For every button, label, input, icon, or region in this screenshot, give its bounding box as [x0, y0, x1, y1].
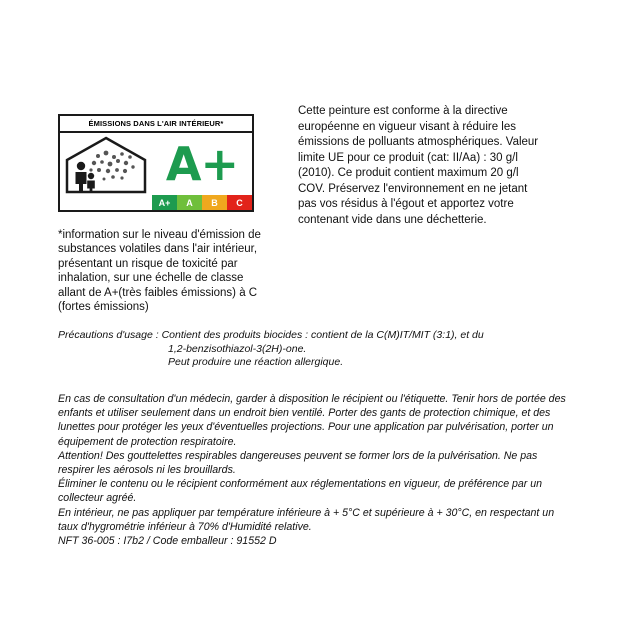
- emission-label-block: [58, 114, 258, 212]
- scale-box-b: B: [202, 195, 227, 210]
- emission-label-body: [60, 133, 252, 195]
- legal-reference-code: NFT 36-005 : I7b2 / Code emballeur : 91552 D: [58, 535, 277, 548]
- emission-label-title: ÉMISSIONS DANS L'AIR INTÉRIEUR*: [60, 116, 252, 133]
- scale-box-a-plus: A+: [152, 195, 177, 210]
- precautions-block: [58, 329, 578, 370]
- scale-box-a: A: [177, 195, 202, 210]
- scale-spacer: [60, 195, 152, 210]
- legal-paragraph-1: En cas de consultation d'un médecin, garder à disposition le récipient ou l'étiquette. Tenir hors de portée des enfants et utiliser seulement dans un endroit bien ventilé. Porter des gants de protection chimique, et des lunettes pour protéger les yeux d'éventuelles projections. Pour une application par pulvérisation, porter un équipement de protection respiratoire.: [58, 393, 566, 448]
- emission-footnote: *information sur le niveau d'émission de substances volatiles dans l'air intérieur, présentant un risque de toxicité par inhalation, sur une échelle de classe allant de A+(très faibles émissions) à C (fortes émissions): [58, 229, 261, 314]
- house-family-emissions-icon: [60, 133, 152, 195]
- conformity-paragraph: Cette peinture est conforme à la directive européenne en vigueur visant à réduire les émissions de polluants atmosphériques. Valeur limite UE pour ce produit (cat: II/Aa) : 30 g/l (2010). Ce produit contient maximum 20 g/l COV. Préservez l'environnement en ne jetant pas vos résidus à l'égout et apportez votre contenant vide dans une déchetterie.: [298, 105, 539, 226]
- precautions-line-1: Précautions d'usage : Contient des produits biocides : contient de la C(M)IT/MIT (3:1), et du: [58, 329, 484, 341]
- legal-paragraph-2: Attention! Des gouttelettes respirables dangereuses peuvent se former lors de la pulvérisation. Ne pas respirer les aérosols ni les brouillards.: [58, 449, 538, 477]
- emission-scale: [60, 195, 252, 210]
- emission-grade-value: A+: [165, 137, 239, 191]
- legal-block: [58, 392, 574, 548]
- legal-paragraph-3: Éliminer le contenu ou le récipient conformément aux réglementations en vigueur, de préférence par un collecteur agréé.: [58, 478, 543, 505]
- scale-boxes: [152, 195, 252, 210]
- legal-paragraph-4: En intérieur, ne pas appliquer par température inférieure à + 5°C et supérieure à + 30°C, en respectant un taux d'hygrométrie inférieur à 70% d'Humidité relative.: [58, 506, 555, 533]
- emission-label-card: [58, 114, 254, 212]
- precautions-line-3: Peut produire une réaction allergique.: [168, 356, 344, 368]
- scale-box-c: C: [227, 195, 252, 210]
- precautions-line-2: 1,2-benzisothiazol-3(2H)-one.: [168, 342, 307, 355]
- emission-grade: [152, 133, 252, 195]
